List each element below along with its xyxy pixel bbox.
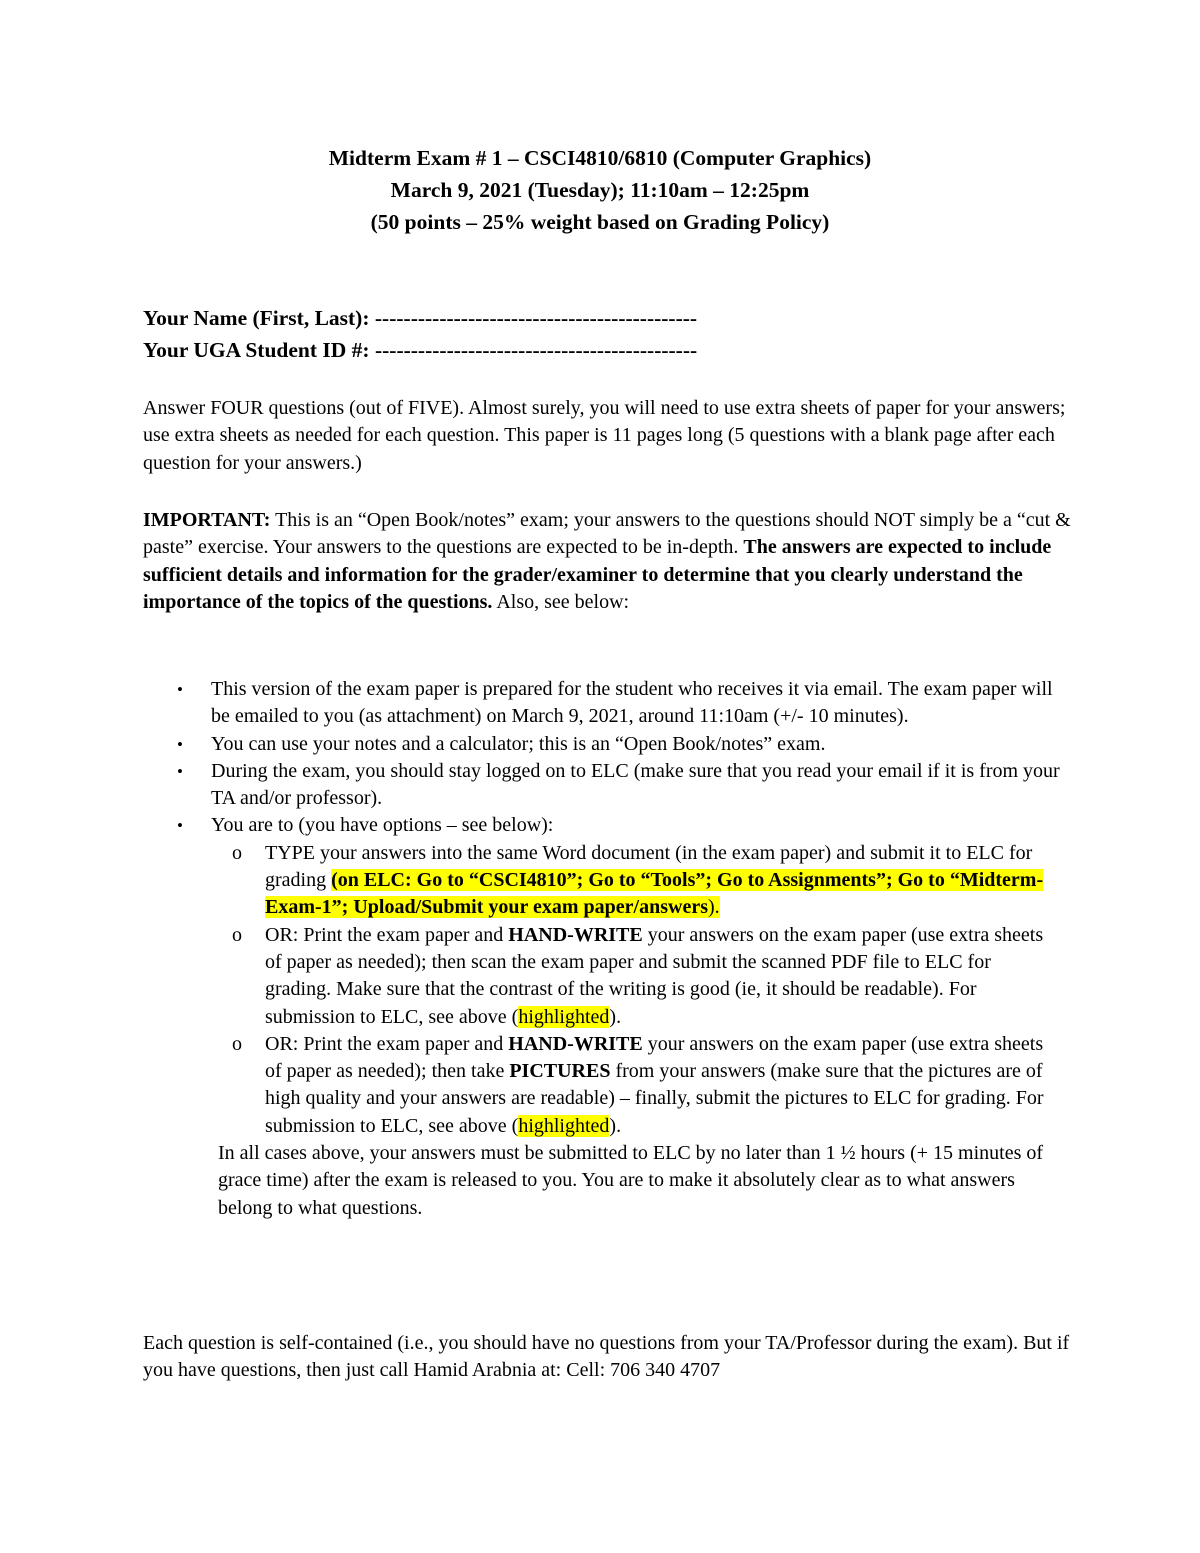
important-paragraph (143, 507, 1073, 616)
name-line: --------------------------------------------- (374, 306, 698, 330)
option-2-bold: HAND-WRITE (508, 923, 643, 946)
bullet-text-1: This version of the exam paper is prepared for the student who receives it via email. The exam paper will be emailed to you (as attachment) on March 9, 2021, around 11:10am (+/- 10 minutes). (211, 678, 1053, 728)
option-3-mid: your answers on the exam paper (use extra sheets of paper as needed); then take (265, 1032, 1044, 1083)
option-3-highlight: highlighted (518, 1114, 610, 1137)
option-2-mid: your answers on the exam paper (use extra sheets of paper as needed); then scan the exam paper and submit the scanned PDF file to ELC for grading. Make sure that the contrast of the writing is good (ie, it should be readable). For submission to ELC, see above ( (265, 923, 1044, 1028)
bullet-text-4: You are to (you have options – see below): (211, 814, 554, 837)
intro-paragraph: Answer FOUR questions (out of FIVE). Almost surely, you will need to use extra sheets of paper for your answers; use extra sheets as needed for each question. This paper is 11 pages long (5 questions with a blank page after each question for your answers.) (143, 397, 1066, 474)
student-id-block (143, 302, 697, 366)
id-label: Your UGA Student ID #: (143, 338, 375, 362)
option-3-end: ). (609, 1114, 622, 1137)
sub-list-item (0, 922, 1200, 1031)
bullet-marker: • (177, 734, 183, 754)
name-row (143, 302, 697, 334)
important-label: IMPORTANT: (143, 509, 271, 531)
option-3-bold-2: PICTURES (509, 1060, 611, 1083)
option-type-answers (265, 840, 1055, 922)
bullet-text-3: During the exam, you should stay logged on to ELC (make sure that you read your email if it is from your TA and/or professor). (211, 759, 1060, 810)
id-line: --------------------------------------------- (374, 338, 698, 362)
sub-bullet-marker: o (232, 841, 242, 864)
option-1-end: ). (708, 896, 720, 919)
important-bold-text: The answers are expected to include sufficient details and information for the grader/examiner to determine that you clearly understand the importance of the topics of the questions. (143, 536, 1052, 613)
list-item (0, 812, 1200, 839)
important-text-1: This is an “Open Book/notes” exam; your answers to the questions should NOT simply be a “cut & paste” exercise. Your answers to the questions are expected to be in-depth. (143, 509, 1071, 559)
option-3-bold: HAND-WRITE (508, 1032, 643, 1055)
bullet-marker: • (177, 680, 183, 699)
option-1-text: TYPE your answers into the same Word document (in the exam paper) and submit it to ELC for grading (265, 841, 1033, 892)
id-row (143, 334, 697, 366)
exam-header (0, 142, 1200, 238)
sub-bullet-marker: o (232, 1032, 242, 1055)
sub-list-item (0, 1031, 1200, 1140)
option-scan-answers (265, 922, 1055, 1031)
bullet-marker: • (177, 761, 183, 781)
exam-title: Midterm Exam # 1 – CSCI4810/6810 (Computer Graphics) (328, 146, 872, 170)
instructions-list (0, 676, 1200, 1222)
name-label: Your Name (First, Last): (143, 306, 375, 330)
important-text-2: Also, see below: (492, 590, 630, 613)
bullet-text-2: You can use your notes and a calculator; this is an “Open Book/notes” exam. (211, 732, 826, 755)
list-item (0, 758, 1200, 813)
list-item (0, 731, 1200, 758)
deadline-paragraph: In all cases above, your answers must be submitted to ELC by no later than 1 ½ hours (+ 15 minutes of grace time) after the exam is released to you. You are to make it absolutely clear as to what answers belong to what questions. (218, 1142, 1044, 1219)
list-item (0, 676, 1200, 731)
sub-bullet-marker: o (232, 923, 242, 946)
option-3-mid-2: from your answers (make sure that the pictures are of high quality and your answers are readable) – finally, submit the pictures to ELC for grading. For submission to ELC, see above ( (265, 1060, 1044, 1137)
option-3-pre: OR: Print the exam paper and (265, 1032, 509, 1055)
bullet-marker: • (177, 816, 183, 836)
option-picture-answers (265, 1031, 1055, 1140)
exam-points: (50 points – 25% weight based on Grading Policy) (370, 210, 830, 234)
option-2-end: ). (609, 1005, 622, 1028)
option-2-pre: OR: Print the exam paper and (265, 923, 509, 946)
sub-list-item (0, 840, 1200, 922)
elc-submission-instructions: (on ELC: Go to “CSCI4810”; Go to “Tools”; Go to Assignments”; Go to “Midterm-Exam-1”; Upload/Submit your exam paper/answers (265, 869, 1044, 919)
exam-date: March 9, 2021 (Tuesday); 11:10am – 12:25pm (390, 178, 810, 202)
option-2-highlight: highlighted (518, 1005, 610, 1028)
closing-paragraph: Each question is self-contained (i.e., you should have no questions from your TA/Professor during the exam). But if you have questions, then just call Hamid Arabnia at: Cell: 706 340 4707 (143, 1332, 1070, 1382)
